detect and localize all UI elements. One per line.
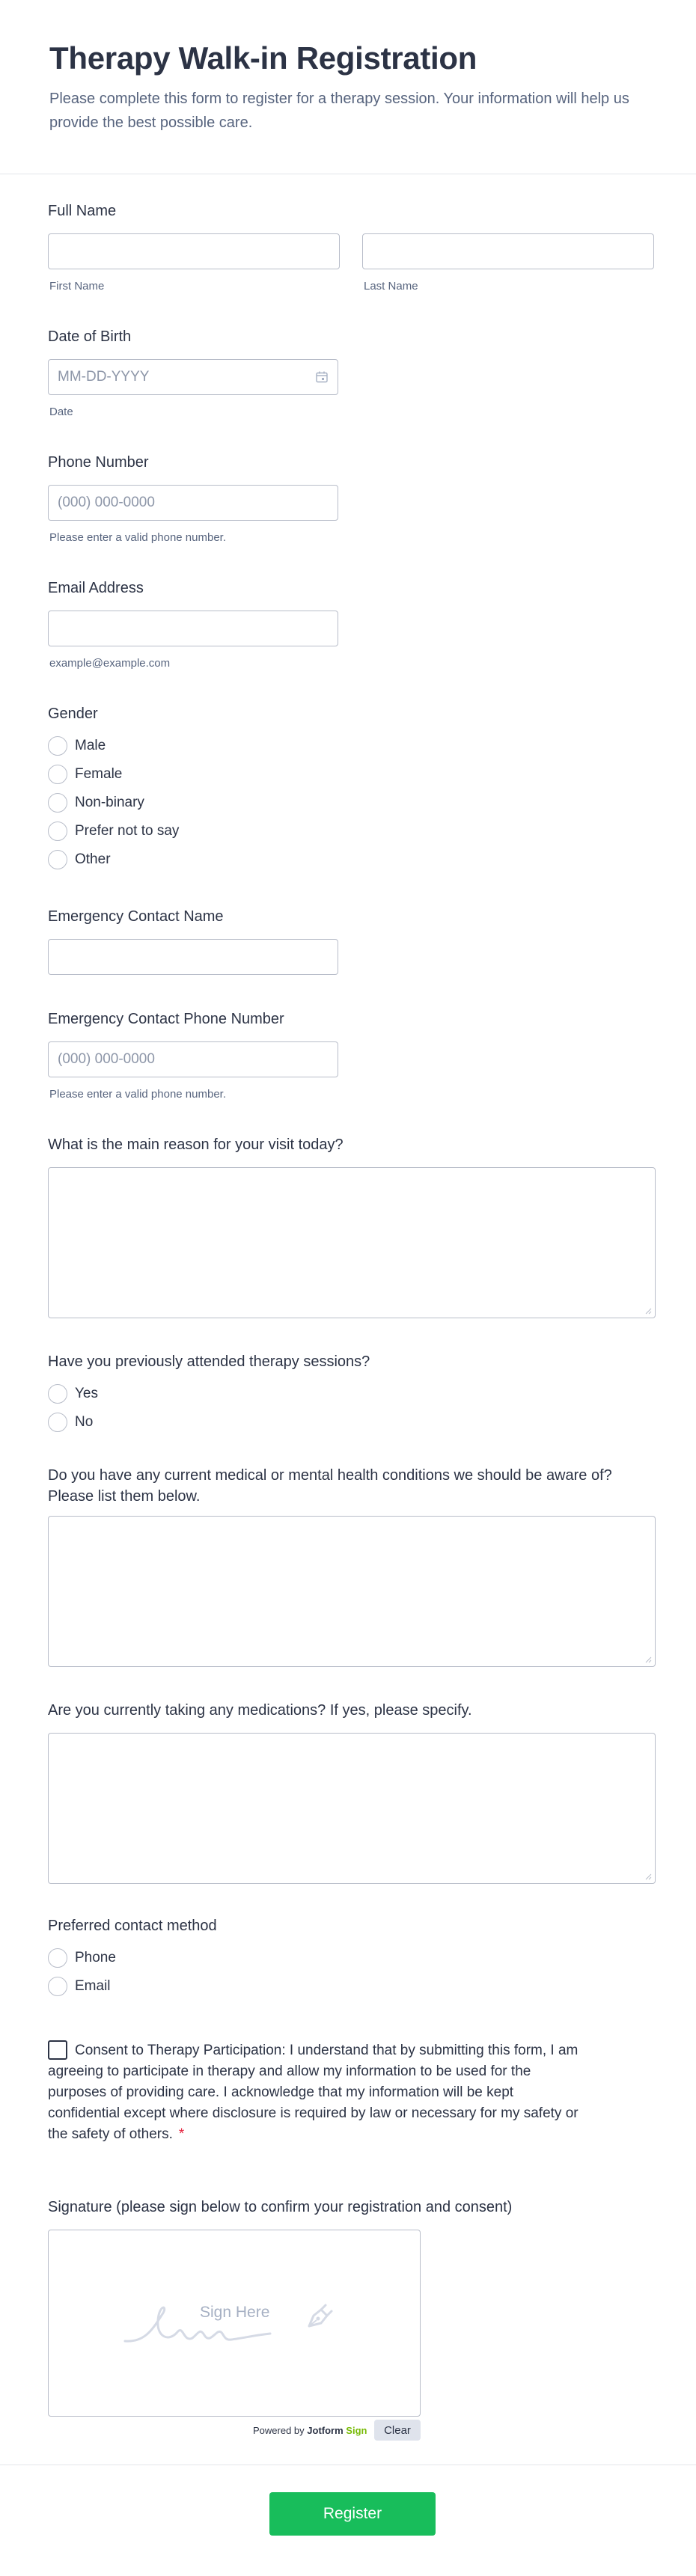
phone-section [48,452,340,549]
gender-option-non-binary[interactable] [48,792,144,814]
radio-button[interactable] [48,765,67,784]
first-name-input[interactable] [48,233,340,269]
signature-label: Signature (please sign below to confirm your registration and consent) [48,2199,513,2215]
radio-button[interactable] [48,736,67,756]
form-footer [0,2465,696,2576]
radio-button[interactable] [48,1948,67,1968]
signature-section [48,2197,662,2444]
contact-option-email[interactable] [48,1975,111,1998]
emergency-phone-sublabel: Please enter a valid phone number. [49,1088,226,1101]
powered-by-text [253,2425,367,2436]
previous-option-no[interactable] [48,1411,93,1434]
form-header [0,0,696,174]
phone-placeholder: (000) 000-0000 [58,495,155,510]
emergency-phone-input[interactable] [48,1041,338,1077]
phone-input[interactable] [48,485,338,521]
previous-therapy-section [48,1351,497,1441]
phone-label: Phone Number [48,454,149,471]
previous-option-label: Yes [75,1386,98,1401]
dob-section [48,326,340,423]
signature-placeholder: Sign Here [200,2304,270,2321]
conditions-section [48,1465,656,1667]
conditions-textarea[interactable] [48,1516,656,1667]
form-subtitle: Please complete this form to register for a therapy session. Your information will help us provide the best possible care. [49,91,629,131]
required-mark: * [178,2126,185,2142]
gender-option-female[interactable] [48,763,122,786]
dob-input[interactable] [48,359,338,395]
radio-button[interactable] [48,793,67,813]
medications-textarea[interactable] [48,1733,656,1884]
powered-brand-a: Jotform [307,2425,344,2436]
gender-option-prefer-not[interactable] [48,820,179,842]
previous-option-yes[interactable] [48,1383,98,1405]
contact-method-section [48,1915,497,2005]
emergency-phone-section [48,1009,340,1106]
reason-label: What is the main reason for your visit today? [48,1136,344,1153]
calendar-icon[interactable] [315,370,329,384]
gender-section [48,703,340,883]
radio-button[interactable] [48,850,67,869]
previous-therapy-label: Have you previously attended therapy sessions? [48,1353,370,1370]
previous-option-label: No [75,1414,94,1430]
medications-section [48,1700,656,1887]
email-input[interactable] [48,611,338,646]
radio-button[interactable] [48,1413,67,1432]
gender-label: Gender [48,706,98,722]
first-name-sublabel: First Name [49,280,105,293]
last-name-input[interactable] [362,233,654,269]
gender-option-label: Non-binary [75,795,144,810]
consent-text [48,2040,587,2145]
dob-sublabel: Date [49,406,73,418]
dob-placeholder: MM-DD-YYYY [58,369,150,385]
radio-button[interactable] [48,822,67,841]
gender-option-label: Female [75,766,123,782]
resize-grip-icon[interactable] [644,1307,652,1315]
emergency-phone-placeholder: (000) 000-0000 [58,1051,155,1067]
powered-brand-b: Sign [346,2425,367,2436]
powered-brand [307,2425,367,2436]
email-sublabel: example@example.com [49,657,171,670]
reason-section [48,1134,656,1321]
full-name-label: Full Name [48,203,117,219]
email-section [48,578,340,675]
emergency-name-input[interactable] [48,939,338,975]
last-name-sublabel: Last Name [364,280,418,293]
clear-signature-button[interactable]: Clear [374,2420,421,2441]
contact-option-label: Phone [75,1950,116,1965]
contact-option-phone[interactable] [48,1947,116,1969]
powered-prefix: Powered by [253,2425,305,2436]
emergency-name-section [48,906,340,981]
contact-method-label: Preferred contact method [48,1918,217,1934]
pen-icon [303,2301,336,2334]
gender-option-label: Male [75,738,106,753]
resize-grip-icon[interactable] [644,1656,652,1663]
gender-option-label: Prefer not to say [75,823,180,839]
phone-sublabel: Please enter a valid phone number. [49,531,226,544]
radio-button[interactable] [48,1384,67,1404]
full-name-section [48,201,654,298]
consent-section [48,2040,602,2153]
dob-label: Date of Birth [48,328,132,345]
contact-option-label: Email [75,1978,111,1994]
reason-textarea[interactable] [48,1167,656,1318]
email-label: Email Address [48,580,144,596]
signature-pad[interactable] [48,2230,421,2417]
medications-label: Are you currently taking any medications? If yes, please specify. [48,1702,472,1719]
resize-grip-icon[interactable] [644,1873,652,1880]
radio-button[interactable] [48,1977,67,1996]
register-button[interactable]: Register [269,2492,436,2536]
emergency-phone-label: Emergency Contact Phone Number [48,1011,284,1027]
consent-text-body: Consent to Therapy Participation: I understand that by submitting this form, I am agreeing to participate in therapy and allow my information to be used for the purposes of providing care. I acknowledge that my information will be kept confidential except where disclosure is required by law or necessary for my safety or the safety of others. [48,2043,579,2142]
gender-option-male[interactable] [48,735,106,757]
emergency-name-label: Emergency Contact Name [48,908,224,925]
gender-option-label: Other [75,851,111,867]
gender-option-other[interactable] [48,848,111,871]
page-title: Therapy Walk-in Registration [49,40,477,76]
conditions-label: Do you have any current medical or mental health conditions we should be aware of? Please list them below. [48,1467,612,1505]
